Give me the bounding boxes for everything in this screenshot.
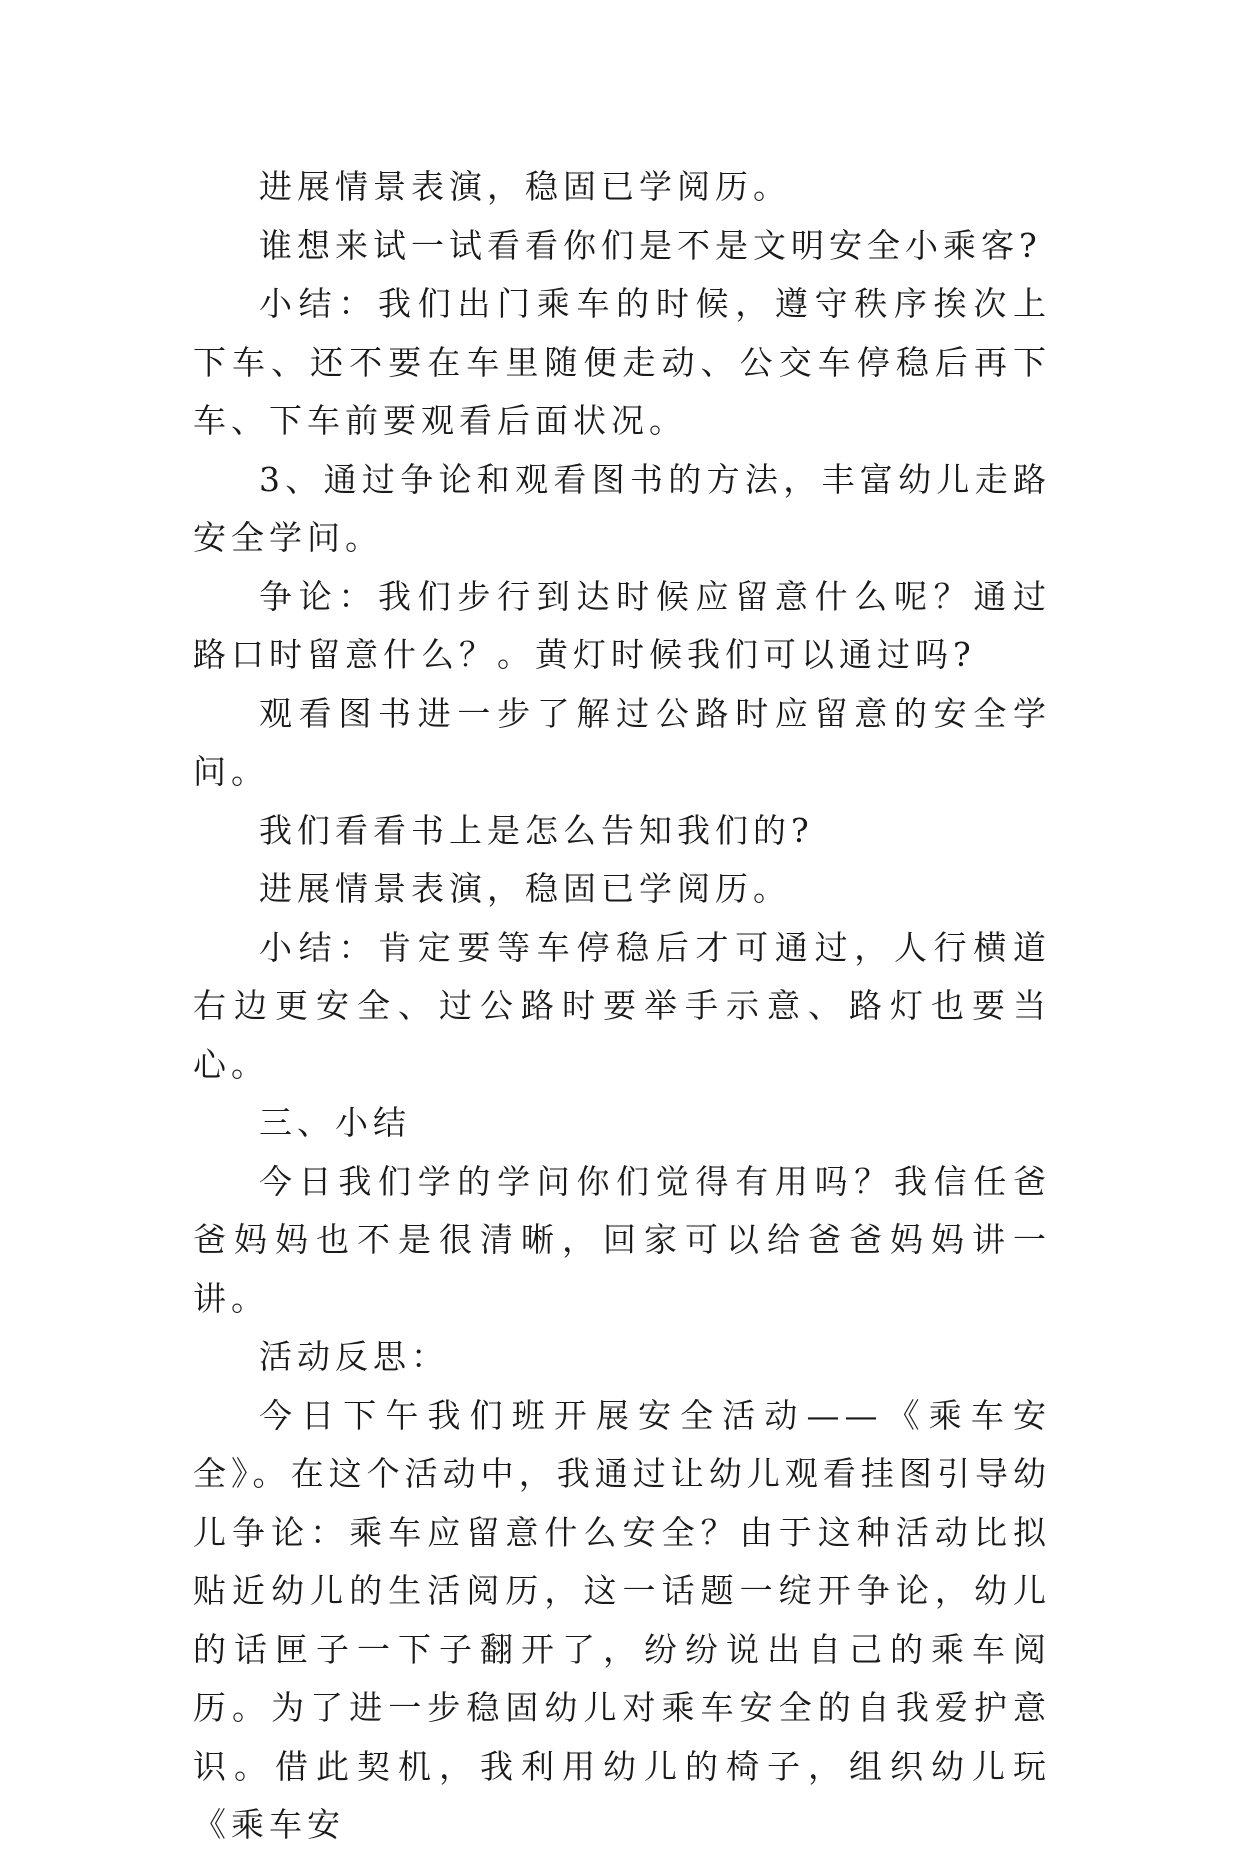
paragraph-scenario-performance: 进展情景表演，稳固已学阅历。 bbox=[259, 167, 791, 206]
paragraph-section-3: 3、通过争论和观看图书的方法，丰富幼儿走路安全学问。 bbox=[193, 459, 1051, 557]
document-body bbox=[193, 158, 1051, 1855]
paragraph-book-question: 我们看看书上是怎么告知我们的? bbox=[259, 810, 814, 850]
paragraph-today-learned: 今日我们学的学问你们觉得有用吗？我信任爸爸妈妈也不是很清晰，回家可以给爸爸妈妈讲一讲。 bbox=[193, 1161, 1051, 1318]
paragraph-summary-crossing: 小结：肯定要等车停稳后才可通过，人行横道右边更安全、过公路时要举手示意、路灯也要当心。 bbox=[193, 927, 1051, 1084]
paragraph-reflection: 今日下午我们班开展安全活动——《乘车安全》。在这个活动中，我通过让幼儿观看挂图引导幼儿争论：乘车应留意什么安全？由于这种活动比拟贴近幼儿的生活阅历，这一话题一绽开争论，幼儿的话匣子一下子翻开了，纷纷说出自己的乘车阅历。为了进一步稳固幼儿对乘车安全的自我爱护意识。借此契机，我利用幼儿的椅子，组织幼儿玩《乘车安 bbox=[193, 1395, 1051, 1844]
paragraph-question-try: 谁想来试一试看看你们是不是文明安全小乘客? bbox=[259, 225, 1042, 265]
section-heading-summary: 三、小结 bbox=[259, 1103, 411, 1142]
paragraph-summary-riding: 小结：我们出门乘车的时候，遵守秩序挨次上下车、还不要在车里随便走动、公交车停稳后再下车、下车前要观看后面状况。 bbox=[193, 284, 1051, 440]
section-heading-reflection: 活动反思： bbox=[259, 1337, 449, 1376]
paragraph-discussion: 争论：我们步行到达时候应留意什么呢？通过路口时留意什么？。黄灯时候我们可以通过吗? bbox=[193, 576, 1051, 674]
paragraph-scenario-performance-2: 进展情景表演，稳固已学阅历。 bbox=[259, 869, 791, 908]
paragraph-read-books: 观看图书进一步了解过公路时应留意的安全学问。 bbox=[193, 693, 1051, 791]
